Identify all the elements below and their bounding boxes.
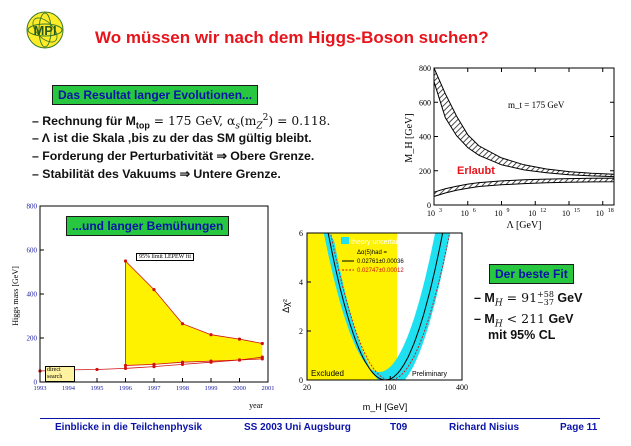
chi2-plot: [275, 226, 471, 418]
lambda-region-label: Erlaubt: [457, 165, 495, 177]
lambda-xlabel: Λ [GeV]: [506, 220, 542, 230]
lambda-ytick-label: 0: [427, 201, 431, 210]
series-point-direct: [95, 368, 98, 371]
series-point-upper: [124, 259, 127, 262]
series-point-upper: [261, 342, 264, 345]
chi2-xtick-label: 20: [303, 383, 311, 392]
history-ytick-label: 400: [26, 290, 37, 299]
fit-line-1-up: +58: [537, 289, 554, 299]
lepew-band: [126, 261, 263, 366]
lambda-xtick-exp: 9: [506, 208, 510, 214]
lambda-xtick-label: 10: [460, 209, 469, 218]
lambda-xtick-label: 10: [494, 209, 503, 218]
upper-bound-band: [434, 68, 614, 177]
history-xtick-label: 1996: [119, 385, 132, 392]
chi2-prelim-label: Preliminary: [412, 371, 448, 378]
history-ytick-label: 0: [33, 378, 37, 387]
history-xtick-label: 1994: [62, 385, 75, 392]
history-xtick-label: 1999: [204, 385, 218, 392]
legend-dalpha: Δα(5)had =: [357, 250, 387, 256]
direct-search-label: direct search: [45, 366, 75, 382]
lambda-xtick-label: 10: [427, 209, 435, 218]
chi2-ytick-label: 4: [299, 278, 303, 287]
bullet-rechnung-end: ) = 0.118.: [268, 114, 331, 129]
lepew-label: 95% limit LEPEW fit: [136, 253, 194, 261]
series-point-upper: [152, 288, 155, 291]
series-point-lower: [124, 364, 127, 367]
legend-val1: 0.02761±0.00036: [357, 259, 404, 265]
lambda-xtick-exp: 12: [540, 208, 547, 214]
bullet-rechnung-m: (m: [239, 114, 257, 129]
series-point-direct: [238, 358, 241, 361]
history-xtick-label: 1995: [90, 385, 104, 392]
lambda-ytick-label: 800: [419, 64, 431, 73]
history-ylabel: Higgs mass [GeV]: [11, 266, 20, 326]
fit-line-3: mit 95% CL: [488, 328, 556, 342]
bullet-rechnung-mz: Z: [256, 121, 263, 132]
lambda-ytick-label: 200: [419, 166, 431, 176]
history-xtick-label: 2000: [233, 385, 246, 392]
footer-code: T09: [390, 422, 408, 433]
footer-divider: [40, 418, 600, 419]
chi2-ytick-label: 2: [299, 327, 303, 336]
series-point-upper: [209, 333, 212, 336]
series-point-direct: [261, 356, 264, 359]
logo-text: MPI: [33, 23, 57, 38]
history-ytick-label: 200: [26, 334, 37, 343]
resultat-box: Das Resultat langer Evolutionen...: [52, 85, 258, 105]
bullet-perturbativ: – Forderung der Perturbativität ⇒ Obere Grenze.: [32, 149, 315, 163]
lambda-xtick-exp: 15: [574, 208, 580, 214]
mpi-logo: [24, 10, 66, 50]
chi2-ytick-label: 0: [299, 376, 303, 385]
chi2-excluded-label: Excluded: [311, 369, 344, 378]
lambda-xtick-exp: 6: [472, 208, 476, 214]
footer-course: Einblicke in die Teilchenphysik: [55, 422, 203, 433]
fit-line-2-unit: GeV: [544, 312, 574, 326]
series-point-direct: [124, 367, 127, 370]
chi2-xtick-label: 100: [384, 383, 397, 392]
fit-line-2: [474, 311, 573, 330]
bullet-stabilitaet: – Stabilität des Vakuums ⇒ Untere Grenze.: [32, 167, 281, 181]
bullet-rechnung-sub: top: [135, 120, 150, 131]
footer-semester: SS 2003 Uni Augsburg: [244, 422, 351, 433]
series-point-direct: [209, 361, 212, 364]
bullet-rechnung-sub2: s: [235, 121, 240, 132]
lambda-xtick-exp: 3: [439, 208, 442, 214]
fit-line-2-eq: < 211: [502, 311, 545, 326]
lambda-xtick-label: 10: [562, 209, 570, 218]
fit-line-2-pre: – M: [474, 312, 495, 326]
chi2-xlabel: m_H [GeV]: [362, 402, 408, 412]
chi2-ylabel: Δχ²: [281, 299, 291, 313]
page-title: Wo müssen wir nach dem Higgs-Boson suchen?: [95, 28, 489, 47]
series-point-direct: [152, 365, 155, 368]
lambda-annotation: m_t = 175 GeV: [508, 100, 565, 110]
bemuehungen-box: ...und langer Bemühungen: [66, 216, 229, 236]
history-xtick-label: 1993: [33, 385, 47, 392]
legend-theory-swatch: [341, 237, 349, 244]
bullet-lambda: – Λ ist die Skala ,bis zu der das SM gültig bleibt.: [32, 131, 312, 145]
lower-bound-band: [434, 178, 614, 196]
fit-line-2-sub: H: [494, 319, 503, 330]
bester-fit-box: Der beste Fit: [489, 264, 574, 284]
lambda-xtick-exp: 18: [607, 208, 614, 214]
bullet-rechnung-sq: 2: [262, 113, 269, 123]
history-xtick-label: 2001: [261, 385, 274, 392]
lambda-xtick-label: 10: [528, 209, 537, 218]
series-point-direct: [181, 363, 184, 366]
fit-line-1-pre: – M: [474, 291, 495, 305]
fit-line-1-sub: H: [494, 298, 503, 309]
bullet-rechnung-pre: – Rechnung für M: [32, 114, 136, 129]
fit-line-1: [474, 290, 582, 309]
history-xtick-label: 1997: [147, 385, 161, 392]
bullet-rechnung: [32, 113, 330, 132]
history-xtick-label: 1998: [176, 385, 189, 392]
lambda-xtick-label: 10: [595, 209, 604, 218]
bullet-rechnung-mid: = 175 GeV, α: [149, 114, 236, 129]
lambda-ylabel: M_H [GeV]: [404, 113, 415, 163]
footer-author: Richard Nisius: [449, 422, 520, 433]
series-point-upper: [238, 338, 241, 341]
lambda-ytick-label: 600: [419, 98, 431, 108]
lambda-plot: [400, 58, 620, 230]
legend-theory: theory uncertainty: [351, 239, 407, 246]
footer-page: Page 11: [560, 422, 598, 433]
footer: [0, 422, 631, 444]
fit-line-1-unit: GeV: [553, 291, 583, 305]
lambda-ytick-label: 400: [419, 132, 431, 142]
chi2-ytick-label: 6: [299, 229, 303, 238]
series-point-upper: [181, 322, 184, 325]
history-ytick-label: 600: [26, 246, 37, 255]
fit-line-1-down: −37: [537, 297, 554, 307]
history-ytick-label: 800: [26, 202, 37, 211]
chi2-xtick-label: 400: [456, 383, 468, 392]
fit-line-1-eq: = 91: [502, 290, 538, 305]
legend-val2: 0.02747±0.00012: [357, 268, 404, 274]
history-xlabel: year: [249, 401, 263, 410]
